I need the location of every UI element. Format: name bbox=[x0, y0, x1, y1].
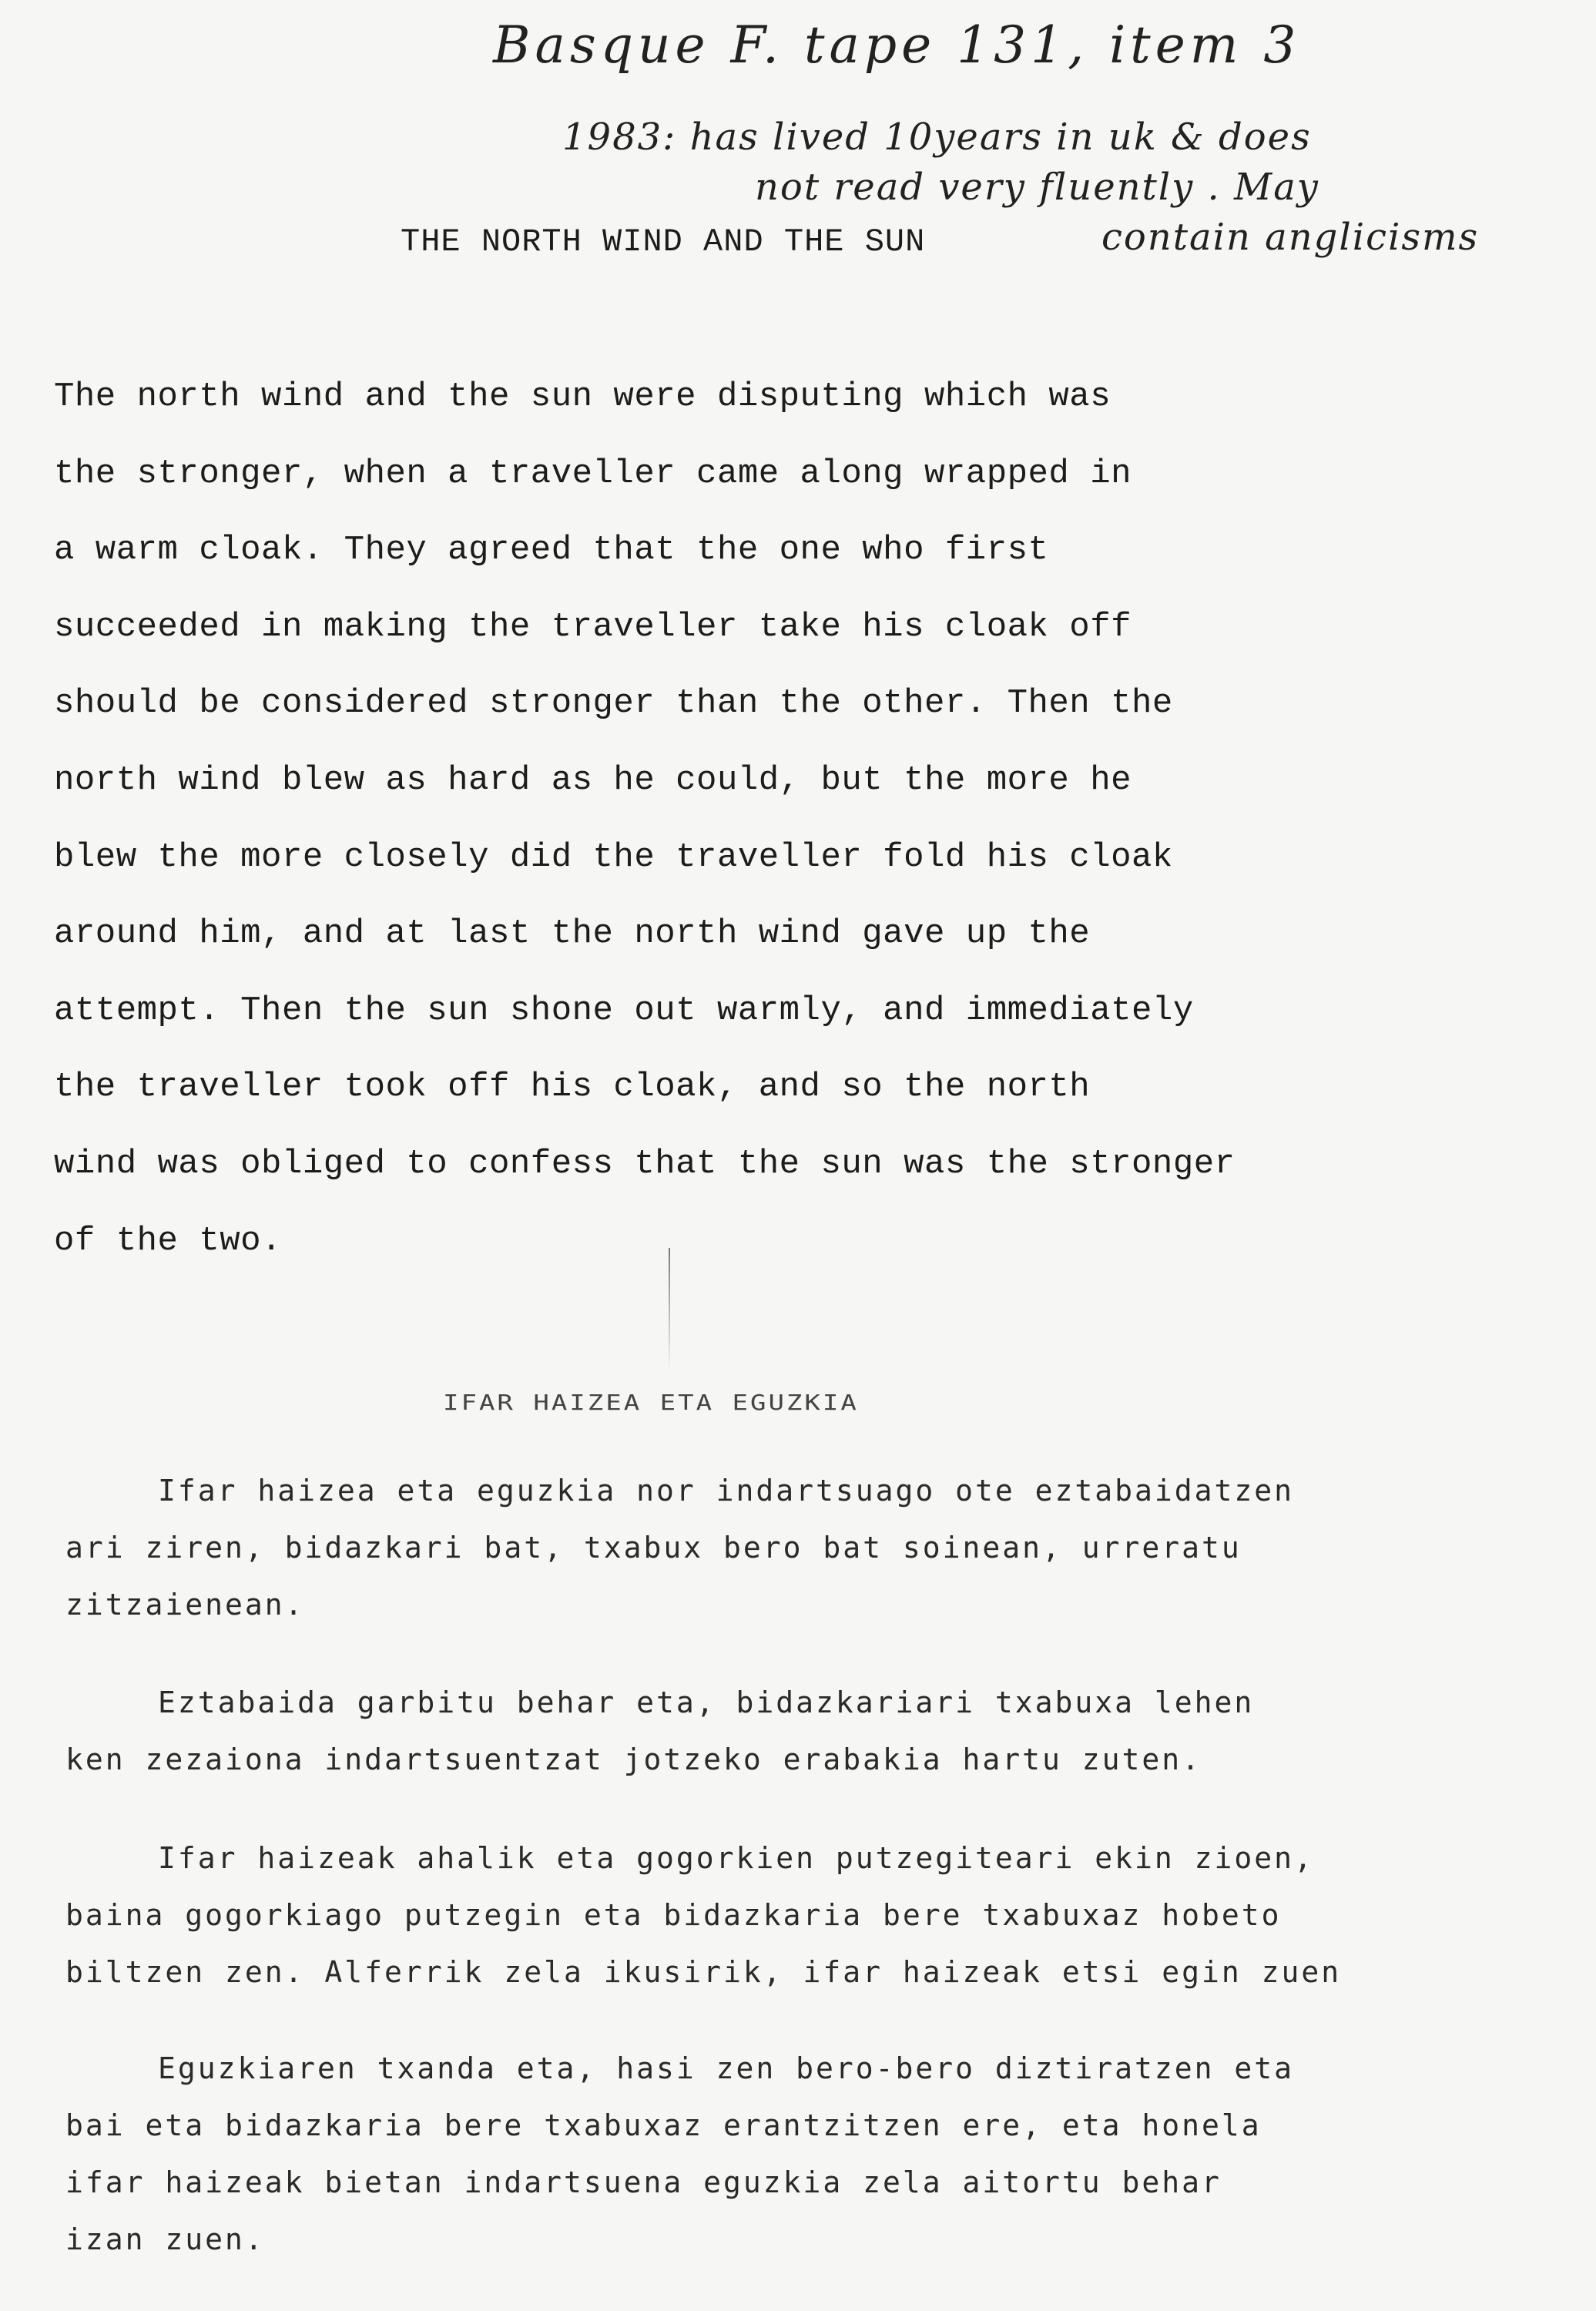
english-line: attempt. Then the sun shone out warmly, and immediately bbox=[54, 991, 1194, 1030]
english-line: of the two. bbox=[54, 1221, 282, 1260]
english-line: wind was obliged to confess that the sun was the stronger bbox=[54, 1144, 1236, 1183]
basque-line: Eztabaida garbitu behar eta, bidazkariari txabuxa lehen bbox=[158, 1685, 1255, 1719]
basque-paragraph-4 bbox=[65, 2045, 1294, 2273]
handwritten-note-line-2: not read very fluently . May bbox=[755, 166, 1319, 209]
english-line: succeeded in making the traveller take his cloak off bbox=[54, 607, 1132, 646]
basque-paragraph-1 bbox=[65, 1467, 1294, 1638]
basque-paragraph-2 bbox=[65, 1679, 1254, 1793]
basque-line: baina gogorkiago putzegin eta bidazkaria bere txabuxaz hobeto bbox=[65, 1898, 1282, 1932]
english-line: should be considered stronger than the other. Then the bbox=[54, 684, 1173, 723]
basque-line: Ifar haizeak ahalik eta gogorkien putzegiteari ekin zioen, bbox=[158, 1841, 1314, 1875]
basque-line: izan zuen. bbox=[65, 2222, 265, 2256]
basque-title: IFAR HAIZEA ETA EGUZKIA bbox=[443, 1390, 859, 1415]
basque-line: Eguzkiaren txanda eta, hasi zen bero-bero diztiratzen eta bbox=[158, 2051, 1295, 2085]
english-line: around him, and at last the north wind gave up the bbox=[54, 914, 1091, 954]
handwritten-note-line-1: 1983: has lived 10years in uk & does bbox=[562, 116, 1312, 159]
basque-line: bai eta bidazkaria bere txabuxaz erantzitzen ere, eta honela bbox=[65, 2108, 1262, 2142]
basque-line: biltzen zen. Alferrik zela ikusirik, ifar haizeak etsi egin zuen bbox=[65, 1955, 1342, 1989]
stray-pencil-mark bbox=[669, 1248, 670, 1371]
english-line: the stronger, when a traveller came along wrapped in bbox=[54, 454, 1132, 493]
english-line: north wind blew as hard as he could, but the more he bbox=[54, 760, 1132, 800]
english-title: THE NORTH WIND AND THE SUN bbox=[401, 223, 926, 260]
english-line: a warm cloak. They agreed that the one who first bbox=[54, 531, 1049, 570]
english-line: the traveller took off his cloak, and so the north bbox=[54, 1068, 1091, 1107]
english-line: The north wind and the sun were disputing which was bbox=[54, 377, 1112, 416]
basque-line: zitzaienean. bbox=[65, 1588, 305, 1622]
basque-line: ari ziren, bidazkari bat, txabux bero bat soinean, urreratu bbox=[65, 1531, 1242, 1565]
basque-line: ifar haizeak bietan indartsuena eguzkia zela aitortu behar bbox=[65, 2165, 1222, 2199]
english-line: blew the more closely did the traveller fold his cloak bbox=[54, 837, 1173, 877]
handwritten-note-line-3: contain anglicisms bbox=[1101, 216, 1480, 259]
handwritten-header: Basque F. tape 131, item 3 bbox=[493, 15, 1301, 75]
basque-paragraph-3 bbox=[65, 1835, 1341, 2006]
basque-line: Ifar haizea eta eguzkia nor indartsuago ote eztabaidatzen bbox=[158, 1474, 1295, 1508]
basque-line: ken zezaiona indartsuentzat jotzeko erabakia hartu zuten. bbox=[65, 1742, 1202, 1776]
english-paragraph bbox=[54, 370, 1487, 1290]
